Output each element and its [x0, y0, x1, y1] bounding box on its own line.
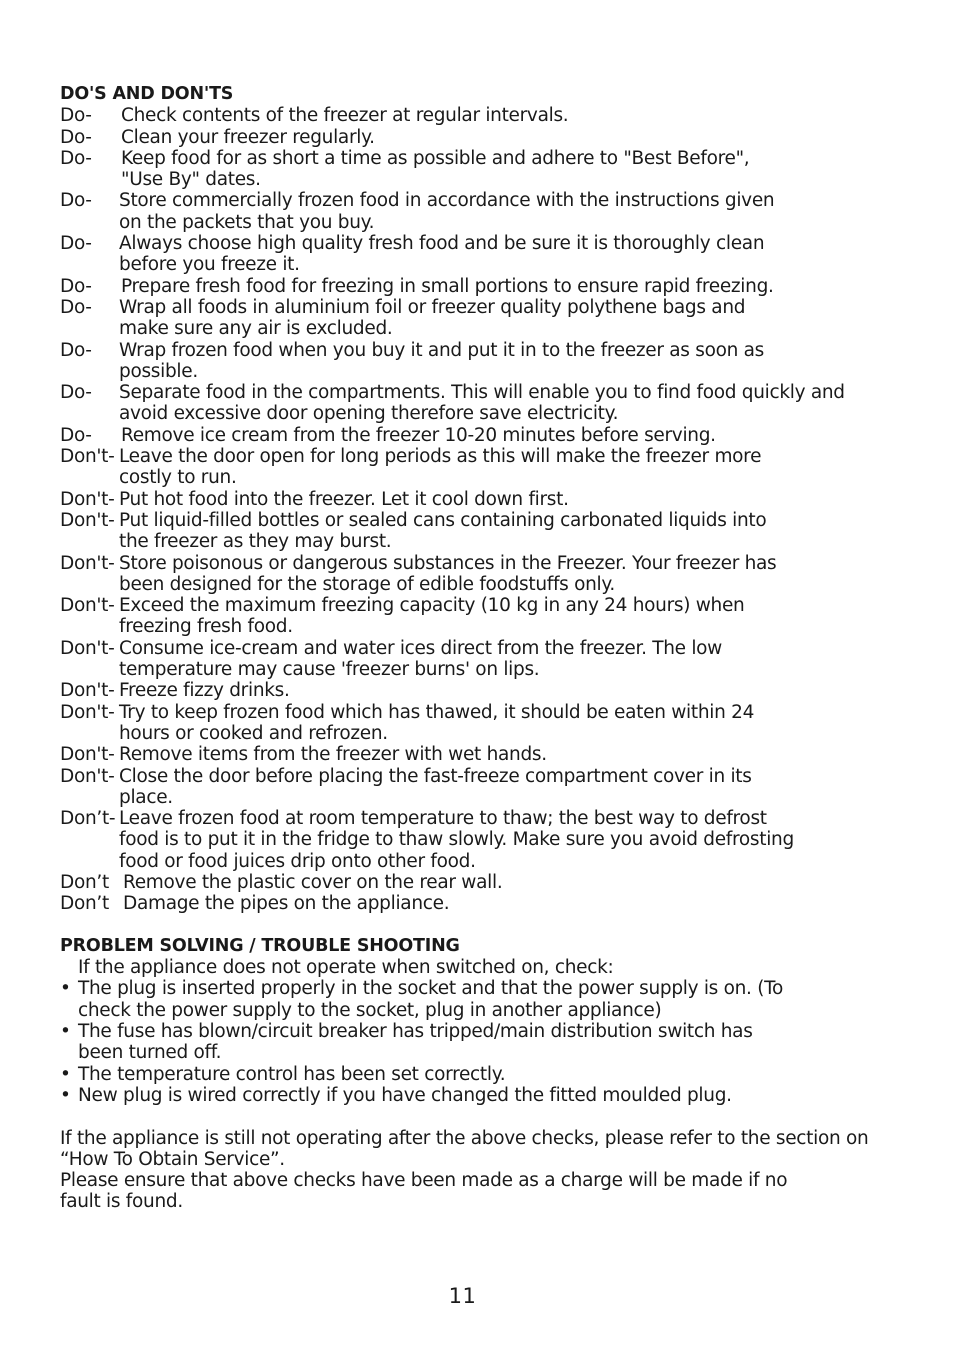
dos-donts-list: [60, 105, 890, 914]
list-item: [60, 425, 890, 446]
item-prefix: Do-: [60, 190, 92, 212]
item-prefix: Don’t: [60, 893, 109, 915]
bullet-icon: •: [60, 1084, 71, 1106]
item-prefix: Don’t: [60, 871, 109, 893]
item-prefix: Do-: [60, 147, 92, 169]
list-item: [60, 105, 890, 126]
list-item: [60, 1064, 890, 1085]
list-item: [60, 808, 890, 872]
list-item: [60, 297, 890, 340]
item-prefix: Do-: [60, 382, 92, 404]
item-prefix: Don't-: [60, 488, 115, 510]
list-item: [60, 510, 890, 553]
page-content: [60, 84, 890, 1213]
item-prefix: Do-: [60, 339, 92, 361]
item-prefix: Do-: [60, 105, 92, 127]
item-prefix: Don’t-: [60, 808, 116, 830]
bullet-icon: •: [60, 1063, 71, 1085]
item-text: Consume ice-cream and water ices direct from the freezer. The low temperature may cause 'freezer burns' on lips.: [119, 637, 723, 681]
bullet-text: The plug is inserted properly in the socket and that the power supply is on. (To check the power supply to the socket, plug in another appliance): [78, 978, 783, 1021]
list-item: [60, 446, 890, 489]
item-text: Remove the plastic cover on the rear wall.: [123, 871, 503, 893]
troubleshooting-checklist: [60, 978, 890, 1106]
item-text: Leave the door open for long periods as this will make the freezer more costly to run.: [119, 446, 762, 489]
list-item: [60, 1085, 890, 1106]
troubleshooting-heading: PROBLEM SOLVING / TROUBLE SHOOTING: [60, 935, 460, 956]
item-text: Always choose high quality fresh food and be sure it is thoroughly clean before you freeze it.: [119, 233, 765, 276]
list-item: [60, 340, 890, 383]
item-text: Keep food for as short a time as possible and adhere to "Best Before", "Use By" dates.: [121, 147, 750, 191]
item-text: Remove ice cream from the freezer 10-20 minutes before serving.: [121, 424, 716, 446]
item-text: Remove items from the freezer with wet hands.: [119, 744, 547, 766]
item-text: Put liquid-filled bottles or sealed cans containing carbonated liquids into the freezer as they may burst.: [119, 509, 767, 553]
item-text: Separate food in the compartments. This will enable you to find food quickly and avoid excessive door opening therefore save electricity.: [119, 382, 845, 425]
item-prefix: Don't-: [60, 680, 115, 702]
dos-donts-heading: DO'S AND DON'TS: [60, 84, 234, 104]
list-item: [60, 233, 890, 276]
item-prefix: Don't-: [60, 446, 115, 468]
item-text: Prepare fresh food for freezing in small portions to ensure rapid freezing.: [121, 275, 774, 297]
list-item: [60, 680, 890, 701]
item-text: Try to keep frozen food which has thawed, it should be eaten within 24 hours or cooked and refrozen.: [119, 701, 755, 744]
item-text: Check contents of the freezer at regular intervals.: [121, 105, 569, 127]
list-item: [60, 893, 890, 914]
list-item: [60, 127, 890, 148]
list-item: [60, 744, 890, 765]
list-item: [60, 1021, 890, 1064]
item-text: Store poisonous or dangerous substances in the Freezer. Your freezer has been designed for the storage of edible foodstuffs only.: [119, 552, 777, 595]
list-item: [60, 638, 890, 681]
list-item: [60, 553, 890, 596]
list-item: [60, 595, 890, 638]
item-text: Freeze fizzy drinks.: [119, 680, 290, 702]
list-item: [60, 190, 890, 233]
item-text: Store commercially frozen food in accordance with the instructions given on the packets that you buy.: [119, 190, 775, 233]
item-prefix: Do-: [60, 126, 92, 148]
item-text: Leave frozen food at room temperature to thaw; the best way to defrost food is to put it in the fridge to thaw slowly. Make sure you avoid defrosting food or food juices drip onto other food.: [119, 808, 794, 872]
list-item: [60, 489, 890, 510]
item-text: Exceed the maximum freezing capacity (10 kg in any 24 hours) when freezing fresh food.: [119, 595, 745, 638]
list-item: [60, 702, 890, 745]
list-item: [60, 766, 890, 809]
item-text: Close the door before placing the fast-freeze compartment cover in its place.: [119, 765, 752, 808]
item-prefix: Do-: [60, 233, 92, 255]
item-prefix: Don't-: [60, 765, 115, 787]
item-text: Damage the pipes on the appliance.: [123, 893, 450, 915]
item-text: Wrap frozen food when you buy it and put it in to the freezer as soon as possible.: [119, 339, 764, 382]
item-text: Clean your freezer regularly.: [121, 126, 375, 148]
list-item: [60, 872, 890, 893]
item-text: Wrap all foods in aluminium foil or freezer quality polythene bags and make sure any air is excluded.: [119, 296, 746, 340]
list-item: [60, 978, 890, 1021]
bullet-text: The temperature control has been set correctly.: [78, 1063, 506, 1085]
item-prefix: Don't-: [60, 509, 115, 531]
service-paragraph: If the appliance is still not operating after the above checks, please refer to the section on “How To Obtain Service”.: [60, 1127, 869, 1170]
troubleshooting-intro: If the appliance does not operate when switched on, check:: [78, 957, 614, 979]
list-item: [60, 382, 890, 425]
item-prefix: Don't-: [60, 701, 115, 723]
item-prefix: Do-: [60, 275, 92, 297]
page-number: 11: [448, 1284, 477, 1308]
item-prefix: Don't-: [60, 552, 115, 574]
item-text: Put hot food into the freezer. Let it cool down first.: [119, 488, 569, 510]
item-prefix: Do-: [60, 296, 92, 318]
charge-paragraph: Please ensure that above checks have been made as a charge will be made if no fault is found.: [60, 1170, 788, 1213]
bullet-icon: •: [60, 1021, 71, 1043]
item-prefix: Don't-: [60, 637, 115, 659]
bullet-text: The fuse has blown/circuit breaker has tripped/main distribution switch has been turned off.: [78, 1021, 753, 1064]
item-prefix: Don't-: [60, 595, 115, 617]
bullet-text: New plug is wired correctly if you have changed the fitted moulded plug.: [78, 1084, 732, 1106]
list-item: [60, 148, 890, 191]
item-prefix: Don't-: [60, 744, 115, 766]
list-item: [60, 276, 890, 297]
bullet-icon: •: [60, 978, 71, 1000]
item-prefix: Do-: [60, 424, 92, 446]
